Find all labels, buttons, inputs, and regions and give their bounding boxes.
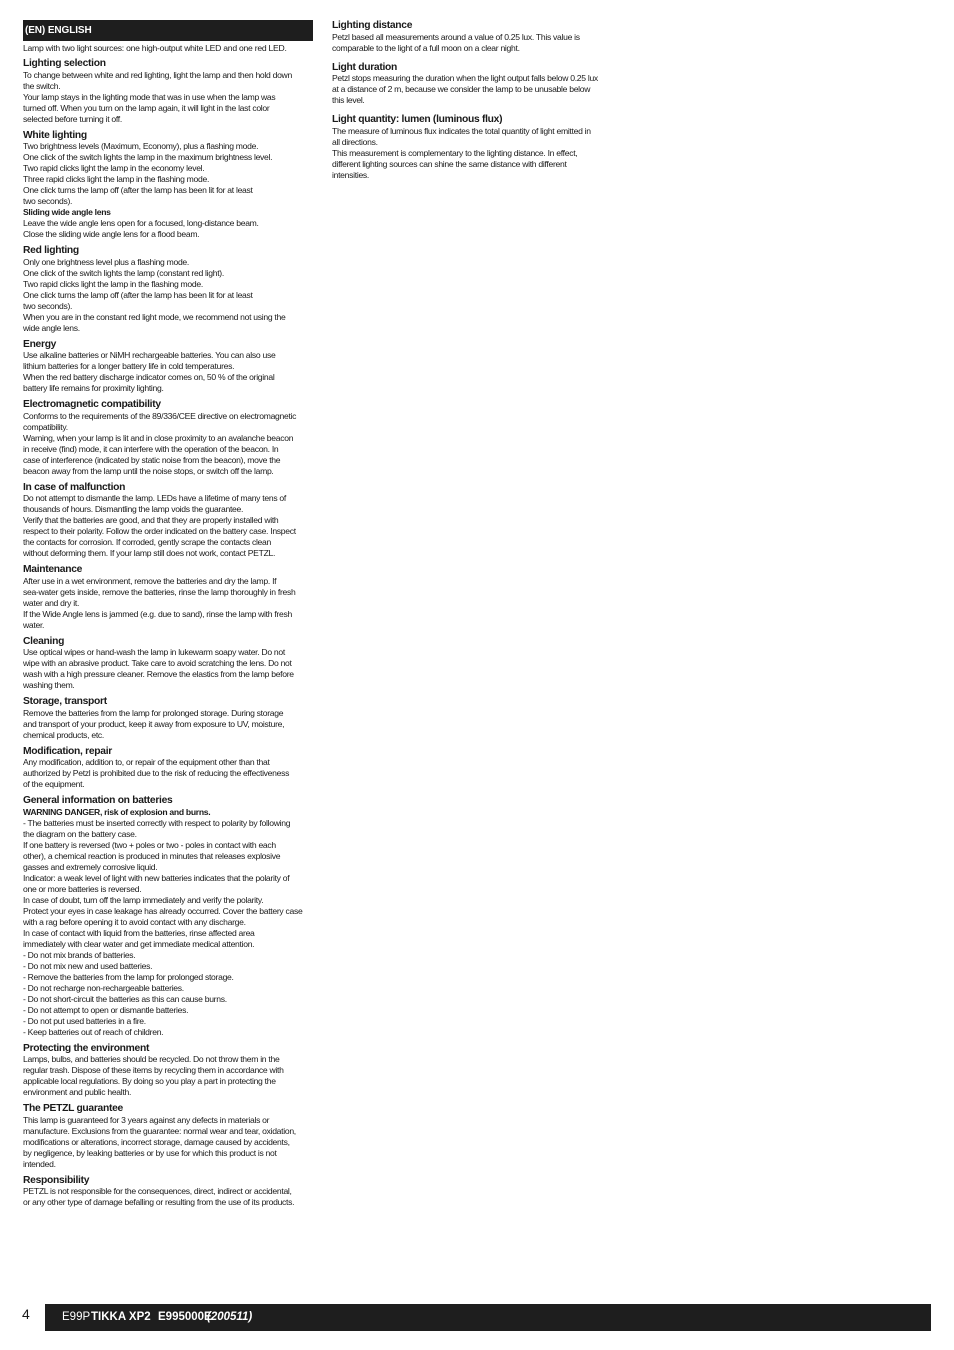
section-text-line: environment and public health. [23, 1087, 132, 1097]
section-text-line: Three rapid clicks light the lamp in the flashing mode. [23, 174, 210, 184]
section-title: Cleaning [23, 635, 65, 647]
section-the-petzl-guarantee [23, 1103, 313, 1170]
section-text-line: selected before turning it off. [23, 113, 122, 124]
section-text-line: - Do not short-circuit the batteries as this can cause burns. [23, 993, 227, 1004]
section-general-information-on-batteries [23, 795, 313, 1038]
section-maintenance [23, 564, 313, 631]
section-title: The PETZL guarantee [23, 1103, 123, 1114]
section-text-line: intended. [23, 1158, 56, 1169]
footer-date: (200511) [207, 1311, 253, 1323]
section-title: Responsibility [23, 1174, 90, 1186]
section-text-line: - Do not mix brands of batteries. [23, 949, 136, 960]
section-text-line: Two brightness levels (Maximum, Economy), plus a flashing mode. [23, 141, 259, 151]
section-text-line: chemical products, etc. [23, 729, 104, 740]
section-text-line: authorized by Petzl is prohibited due to the risk of reducing the effectiveness [23, 768, 290, 778]
section-electromagnetic-compatibility [23, 399, 313, 477]
section-text-line: When you are in the constant red light mode, we recommend not using the [23, 311, 286, 322]
section-text-line: washing them. [23, 680, 75, 690]
footer-reference: E995000E [158, 1311, 212, 1323]
section-text-line: Do not attempt to dismantle the lamp. LEDs have a lifetime of many tens of [23, 493, 286, 503]
section-text-line: One click turns the lamp off (after the lamp has been lit for at least [23, 185, 253, 195]
section-title: General information on batteries [23, 795, 173, 806]
section-text-line: One click of the switch lights the lamp in the maximum brightness level. [23, 152, 273, 162]
subsection-text-line: Leave the wide angle lens open for a focused, long-distance beam. [23, 218, 259, 228]
section-title: Red lighting [23, 245, 79, 256]
left-column [23, 20, 313, 1213]
section-text-line: case of interference (indicated by static noise from the beacon), move the [23, 454, 281, 465]
section-text-line: beacon away from the lamp until the noise stops, or switch off the lamp. [23, 465, 274, 476]
section-modification-repair [23, 746, 313, 791]
intro-text: Lamp with two light sources: one high-output white LED and one red LED. [23, 43, 287, 53]
section-text-line: this level. [332, 95, 365, 105]
right-column [332, 20, 618, 189]
section-text-line: the contacts for corrosion. If corroded, gently scrape the contacts clean [23, 537, 271, 547]
section-red-lighting [23, 245, 313, 334]
section-lighting-selection [23, 58, 313, 125]
section-text-line: the switch. [23, 80, 61, 91]
section-title: Maintenance [23, 564, 83, 575]
section-text-line: water and dry it. [23, 597, 80, 608]
section-text-line: two seconds). [23, 196, 73, 206]
section-text-line: without deforming them. If your lamp still does not work, contact PETZL. [23, 548, 276, 558]
section-title: Light quantity: lumen (luminous flux) [332, 114, 503, 125]
section-text-line: Warning, when your lamp is lit and in close proximity to an avalanche beacon [23, 432, 294, 443]
section-title: In case of malfunction [23, 481, 126, 493]
section-text-line: If the Wide Angle lens is jammed (e.g. due to sand), rinse the lamp with fresh [23, 608, 292, 619]
section-text-line: battery life remains for proximity lighting. [23, 383, 164, 393]
section-text-line: If one battery is reversed (two + poles or two - poles in contact with each [23, 839, 276, 850]
section-text-line: compatibility. [23, 421, 68, 432]
section-text-line: In case of contact with liquid from the batteries, rinse affected area [23, 927, 255, 938]
section-text-line: PETZL is not responsible for the consequences, direct, indirect or accidental, [23, 1186, 292, 1196]
section-energy [23, 339, 313, 395]
section-text-line: - Remove the batteries from the lamp for prolonged storage. [23, 971, 234, 982]
section-text-line: One click turns the lamp off (after the lamp has been lit for at least [23, 289, 253, 300]
section-text-line: of the equipment. [23, 779, 85, 789]
section-text-line: applicable local regulations. By doing so you play a part in protecting the [23, 1076, 276, 1086]
section-text-line: different lighting sources can shine the same distance with different [332, 158, 567, 169]
section-text-line: two seconds). [23, 300, 73, 311]
section-text-line: Only one brightness level plus a flashing mode. [23, 256, 189, 267]
section-text-line: Use alkaline batteries or NiMH rechargeable batteries. You can also use [23, 350, 276, 360]
section-text-line: wash with a high pressure cleaner. Remove the elastics from the lamp before [23, 669, 294, 679]
section-lighting-distance [332, 20, 618, 54]
section-text-line: Petzl based all measurements around a value of 0.25 lux. This value is [332, 31, 580, 42]
subsection-title: Sliding wide angle lens [23, 207, 111, 217]
section-text-line: modifications or alterations, incorrect storage, damage caused by accidents, [23, 1136, 290, 1147]
section-light-quantity-lumen-luminous-flux [332, 114, 618, 181]
language-header: (EN) ENGLISH [23, 20, 313, 41]
section-text-line: - The batteries must be inserted correctly with respect to polarity by following [23, 817, 291, 828]
section-title: Lighting selection [23, 58, 106, 69]
section-text-line: regular trash. Dispose of these items by recycling them in accordance with [23, 1065, 284, 1075]
section-text-line: one or more batteries is reversed. [23, 883, 142, 894]
section-storage-transport [23, 696, 313, 741]
section-text-line: When the red battery discharge indicator comes on, 50 % of the original [23, 372, 275, 382]
section-text-line: Petzl stops measuring the duration when the light output falls below 0.25 lux [332, 73, 598, 83]
section-text-line: immediately with clear water and get immediate medical attention. [23, 938, 255, 949]
section-title: Modification, repair [23, 745, 112, 757]
section-text-line: Two rapid clicks light the lamp in the flashing mode. [23, 278, 203, 289]
section-text-line: Protect your eyes in case leakage has already occurred. Cover the battery case [23, 905, 303, 916]
section-title: Light duration [332, 61, 398, 73]
section-text-line: - Do not mix new and used batteries. [23, 960, 153, 971]
section-title: Protecting the environment [23, 1042, 150, 1054]
section-text-line: One click of the switch lights the lamp (constant red light). [23, 267, 224, 278]
section-text-line: Two rapid clicks light the lamp in the economy level. [23, 163, 205, 173]
section-text-line: In case of doubt, turn off the lamp immediately and verify the polarity. [23, 894, 264, 905]
section-white-lighting [23, 130, 313, 241]
section-text-line: with a rag before opening it to avoid contact with any discharge. [23, 916, 246, 927]
section-text-line: Verify that the batteries are good, and that they are properly installed with [23, 515, 279, 525]
section-text-line: Remove the batteries from the lamp for prolonged storage. During storage [23, 707, 284, 718]
section-text-line: Conforms to the requirements of the 89/336/CEE directive on electromagnetic [23, 410, 297, 421]
section-text-line: intensities. [332, 169, 370, 180]
section-text-line: This lamp is guaranteed for 3 years against any defects in materials or [23, 1114, 270, 1125]
section-text-line: To change between white and red lighting, light the lamp and then hold down [23, 69, 292, 80]
section-text-line: the diagram on the battery case. [23, 828, 137, 839]
section-text-line: other), a chemical reaction is produced in minutes that releases explosive [23, 850, 281, 861]
section-title: Storage, transport [23, 696, 107, 707]
page-number: 4 [22, 1306, 30, 1322]
section-text-line: This measurement is complementary to the lighting distance. In effect, [332, 147, 578, 158]
subsection-text-line: Close the sliding wide angle lens for a flood beam. [23, 229, 200, 239]
section-text-line: manufacture. Exclusions from the guarantee: normal wear and tear, oxidation, [23, 1125, 296, 1136]
section-protecting-the-environment [23, 1043, 313, 1099]
section-text-line: at a distance of 2 m, because we consider the lamp to be unusable below [332, 84, 591, 94]
section-text-line: and transport of your product, keep it away from exposure to UV, moisture, [23, 718, 285, 729]
section-title: Electromagnetic compatibility [23, 399, 161, 410]
left-sections [23, 58, 313, 1208]
footer-code: E99P [62, 1311, 91, 1323]
right-sections [332, 20, 618, 181]
section-text-line: thousands of hours. Dismantling the lamp voids the guarantee. [23, 504, 244, 514]
section-text-line: respect to their polarity. Follow the order indicated on the battery case. Inspect [23, 526, 296, 536]
section-text-line: wipe with an abrasive product. Take care to avoid scratching the lens. Do not [23, 658, 292, 668]
section-text-line: water. [23, 619, 45, 630]
section-text-line: After use in a wet environment, remove the batteries and dry the lamp. If [23, 575, 277, 586]
section-in-case-of-malfunction [23, 482, 313, 560]
section-title: Lighting distance [332, 20, 413, 31]
section-text-line: turned off. When you turn on the lamp again, it will light in the last color [23, 102, 270, 113]
section-text-line: sea-water gets inside, remove the batteries, rinse the lamp thoroughly in fresh [23, 586, 296, 597]
section-text-line: - Keep batteries out of reach of children. [23, 1026, 164, 1037]
section-responsibility [23, 1175, 313, 1209]
section-light-duration [332, 62, 618, 107]
section-warning: WARNING DANGER, risk of explosion and burns. [23, 806, 211, 817]
section-text-line: or any other type of damage befalling or resulting from the use of its products. [23, 1197, 295, 1207]
section-text-line: comparable to the light of a full moon on a clear night. [332, 42, 520, 53]
footer-product-name: TIKKA XP2 [91, 1311, 151, 1323]
section-text-line: Indicator: a weak level of light with new batteries indicates that the polarity of [23, 872, 290, 883]
section-text-line: The measure of luminous flux indicates the total quantity of light emitted in [332, 125, 591, 136]
section-text-line: lithium batteries for a longer battery life in cold temperatures. [23, 361, 235, 371]
section-text-line: gasses and extremely corrosive liquid. [23, 861, 158, 872]
section-text-line: Lamps, bulbs, and batteries should be recycled. Do not throw them in the [23, 1054, 280, 1064]
section-text-line: wide angle lens. [23, 322, 80, 333]
section-text-line: all directions. [332, 136, 378, 147]
section-text-line: - Do not recharge non-rechargeable batteries. [23, 982, 184, 993]
section-text-line: - Do not attempt to open or dismantle batteries. [23, 1004, 189, 1015]
section-title: White lighting [23, 129, 87, 141]
section-text-line: in receive (find) mode, it can interfere with the operation of the beacon. In [23, 443, 279, 454]
footer-bar [45, 1304, 931, 1331]
section-text-line: by negligence, by leaking batteries or by use for which this product is not [23, 1147, 277, 1158]
section-text-line: Use optical wipes or hand-wash the lamp in lukewarm soapy water. Do not [23, 647, 285, 657]
section-text-line: Any modification, addition to, or repair of the equipment other than that [23, 757, 270, 767]
section-title: Energy [23, 338, 57, 350]
section-text-line: - Do not put used batteries in a fire. [23, 1015, 146, 1026]
section-text-line: Your lamp stays in the lighting mode that was in use when the lamp was [23, 91, 276, 102]
section-cleaning [23, 636, 313, 692]
